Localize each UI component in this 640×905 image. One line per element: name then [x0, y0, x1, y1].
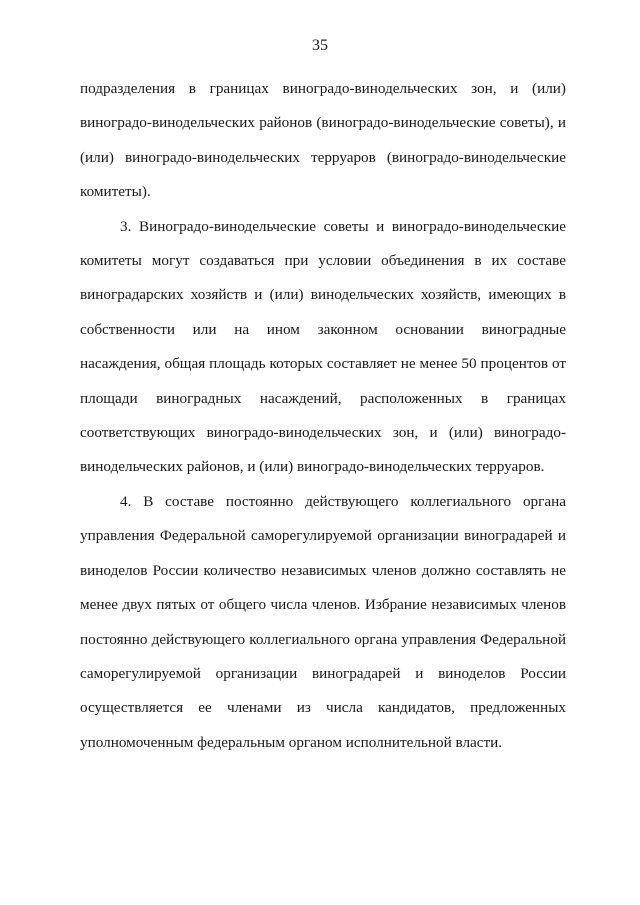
paragraph-continuation: подразделения в границах виноградо-винодельческих зон, и (или) виноградо-винодельческих районов (виноградо-винодельческие советы), и (или) виноградо-винодельческих терруаров (виноградо-винодельческие комитеты). — [80, 80, 566, 201]
page-number: 35 — [312, 37, 328, 54]
document-body — [80, 72, 566, 760]
paragraph-item-4: 4. В составе постоянно действующего коллегиального органа управления Федеральной саморегулируемой организации виноградарей и виноделов России количество независимых членов должно составлять не менее двух пятых от общего числа членов. Избрание независимых членов постоянно действующего коллегиального органа управления Федеральной саморегулируемой организации виноградарей и виноделов России осуществляется ее членами из числа кандидатов, предложенных уполномоченным федеральным органом исполнительной власти. — [80, 492, 566, 751]
paragraph-item-3: 3. Виноградо-винодельческие советы и виноградо-винодельческие комитеты могут создаваться при условии объединения в их составе виноградарских хозяйств и (или) винодельческих хозяйств, имеющих в собственности или на ином законном основании виноградные насаждения, общая площадь которых составляет не менее 50 процентов от площади виноградных насаждений, расположенных в границах соответствующих виноградо-винодельческих зон, и (или) виноградо-винодельческих районов, и (или) виноградо-винодельческих терруаров. — [80, 217, 566, 476]
